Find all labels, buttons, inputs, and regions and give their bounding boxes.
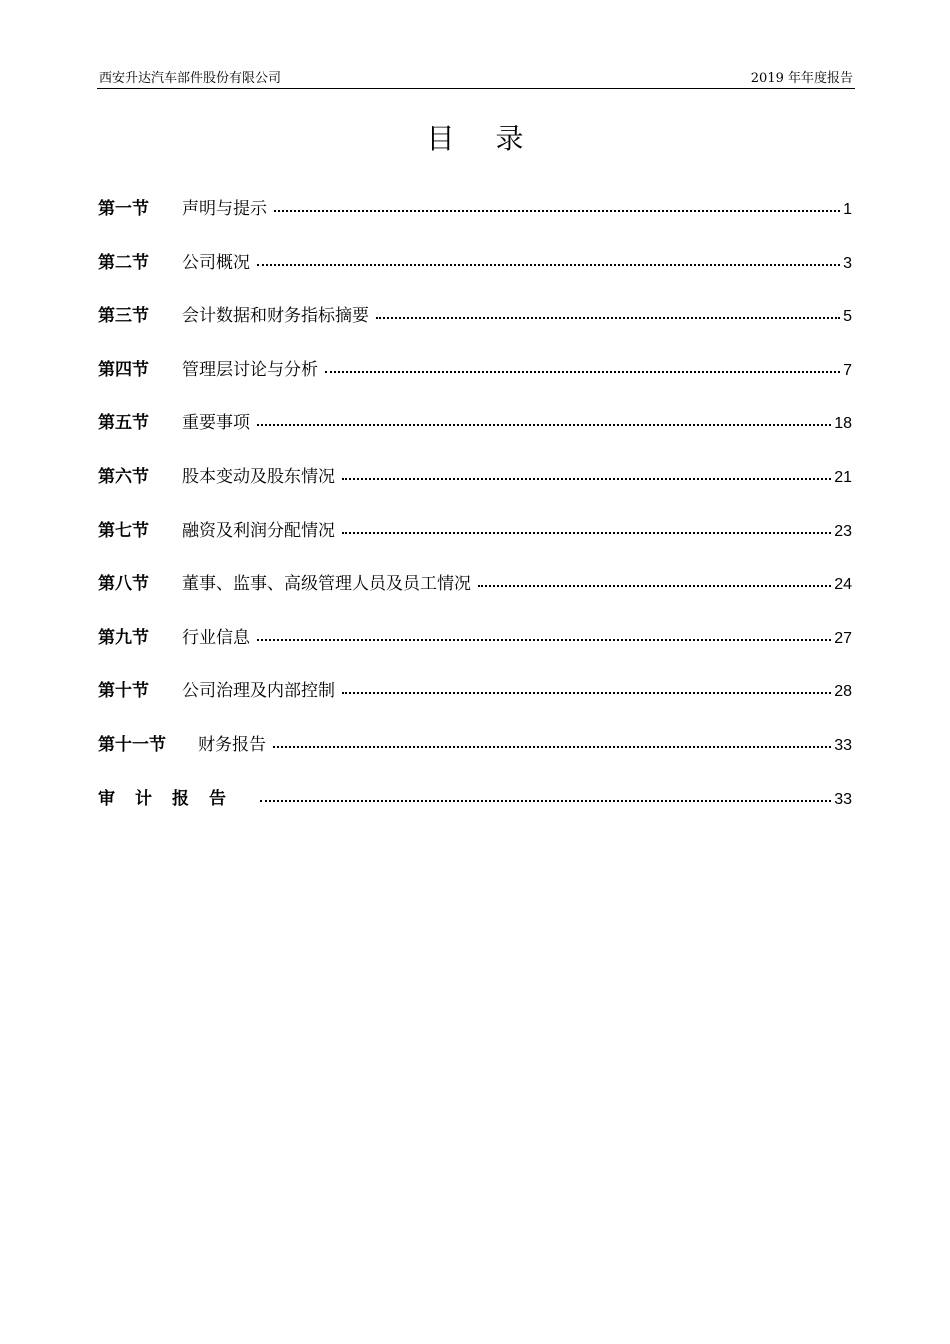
toc-section: 第四节 [98,359,149,380]
toc-leader-dots [257,251,840,268]
toc-entry[interactable] [98,194,852,248]
toc-title-text: 重要事项 [182,413,250,434]
toc-entry[interactable] [98,516,852,570]
toc-leader-dots [342,679,831,696]
toc-title-text: 董事、监事、高级管理人员及员工情况 [182,574,471,595]
toc-page-number: 33 [834,736,852,754]
toc-section: 第六节 [98,466,149,487]
toc-page-number: 23 [834,522,852,540]
toc-title-text: 声明与提示 [182,199,267,219]
toc-entry[interactable] [98,623,852,677]
toc-title-text: 融资及利润分配情况 [182,520,335,541]
toc-section: 第十一节 [98,734,166,755]
toc-leader-dots [257,411,831,428]
toc-section: 第三节 [98,306,149,327]
toc-page-number: 1 [843,201,852,218]
toc-title-text: 行业信息 [182,627,250,648]
toc-page-number: 3 [843,254,852,272]
toc-page-number: 21 [834,468,852,486]
toc-section: 第九节 [98,627,149,648]
toc-title-text: 公司概况 [182,252,250,273]
toc-section: 第一节 [98,199,149,219]
toc-section: 第二节 [98,252,149,273]
table-of-contents [98,194,852,837]
toc-leader-dots [342,465,831,482]
toc-section: 第十节 [98,681,149,702]
toc-title-text: 财务报告 [198,734,266,755]
toc-page-number: 7 [843,361,852,379]
toc-leader-dots [376,304,840,321]
toc-entry[interactable] [98,730,852,784]
toc-page-number: 24 [834,576,852,594]
toc-section: 审计报告 [98,788,246,809]
toc-entry[interactable] [98,301,852,355]
toc-entry[interactable] [98,355,852,409]
toc-leader-dots [273,733,831,750]
toc-leader-dots [257,626,831,643]
toc-page-number: 27 [834,629,852,647]
report-name: 2019 年年度报告 [750,71,853,86]
toc-entry[interactable] [98,569,852,623]
toc-leader-dots [325,358,840,375]
toc-title: 目 录 [426,122,540,155]
toc-entry[interactable] [98,248,852,302]
toc-entry[interactable] [98,408,852,462]
toc-title-text: 公司治理及内部控制 [182,681,335,702]
toc-leader-dots [274,197,840,214]
toc-title-text: 股本变动及股东情况 [182,466,335,487]
toc-leader-dots [260,787,831,804]
toc-leader-dots [342,519,831,536]
toc-page-number: 18 [834,415,852,433]
toc-entry[interactable] [98,784,852,838]
toc-page-number: 5 [843,308,852,326]
toc-section: 第七节 [98,520,149,541]
toc-section: 第八节 [98,574,149,595]
toc-title-text: 管理层讨论与分析 [182,359,318,380]
toc-page-number: 33 [834,790,852,808]
toc-entry[interactable] [98,676,852,730]
toc-section: 第五节 [98,413,149,434]
toc-title-text: 会计数据和财务指标摘要 [182,306,369,327]
page-header [97,64,855,89]
toc-leader-dots [478,572,831,589]
toc-entry[interactable] [98,462,852,516]
toc-page-number: 28 [834,683,852,701]
company-name: 西安升达汽车部件股份有限公司 [99,71,282,86]
